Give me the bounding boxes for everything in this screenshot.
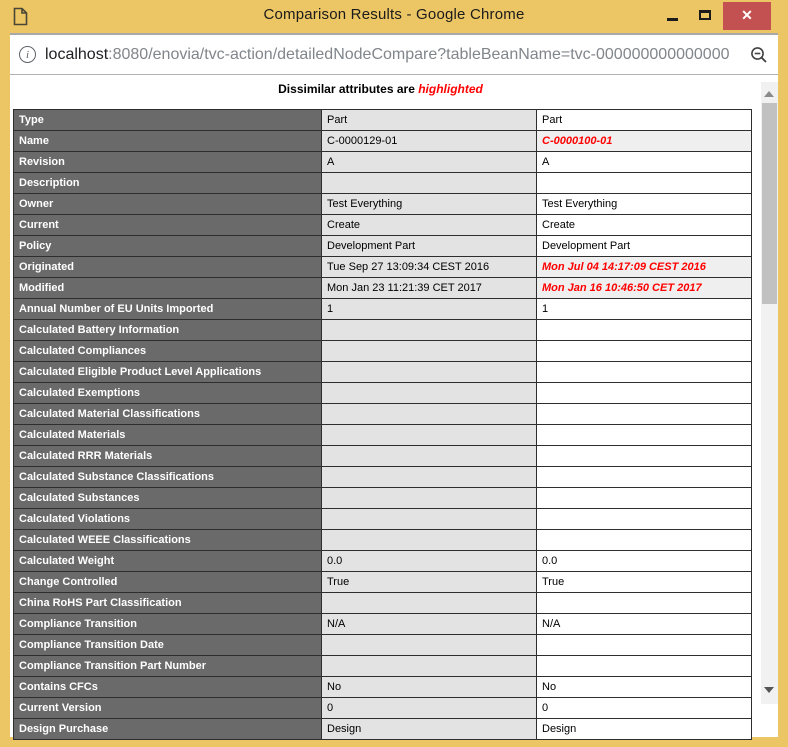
table-row [14, 215, 752, 236]
attribute-label: Calculated Materials [14, 425, 322, 446]
left-object-value [322, 530, 537, 551]
right-object-value-highlighted: C-0000100-01 [537, 131, 752, 152]
left-object-value [322, 404, 537, 425]
right-object-value [537, 635, 752, 656]
table-row [14, 278, 752, 299]
attribute-label: Revision [14, 152, 322, 173]
right-object-value: Create [537, 215, 752, 236]
right-object-value-highlighted: Mon Jul 04 14:17:09 CEST 2016 [537, 257, 752, 278]
left-object-value: Mon Jan 23 11:21:39 CET 2017 [322, 278, 537, 299]
table-row [14, 110, 752, 131]
left-object-value: N/A [322, 614, 537, 635]
attribute-label: Calculated WEEE Classifications [14, 530, 322, 551]
attribute-label: Calculated Violations [14, 509, 322, 530]
table-row [14, 509, 752, 530]
right-object-value: 1 [537, 299, 752, 320]
table-row [14, 635, 752, 656]
right-object-value [537, 509, 752, 530]
table-row [14, 425, 752, 446]
table-row [14, 131, 752, 152]
attribute-label: Calculated Substances [14, 488, 322, 509]
attribute-label: Calculated Compliances [14, 341, 322, 362]
left-object-value: 0 [322, 698, 537, 719]
table-row [14, 341, 752, 362]
right-object-value [537, 446, 752, 467]
table-row [14, 173, 752, 194]
right-object-value: No [537, 677, 752, 698]
maximize-icon [699, 10, 711, 20]
left-object-value: 0.0 [322, 551, 537, 572]
dissimilar-notice [10, 82, 751, 96]
compare-page [10, 82, 778, 735]
right-object-value [537, 425, 752, 446]
comparison-table-body [14, 110, 752, 740]
attribute-label: Name [14, 131, 322, 152]
left-object-value [322, 488, 537, 509]
left-object-value: A [322, 152, 537, 173]
url-host: localhost [45, 45, 109, 63]
left-object-value: C-0000129-01 [322, 131, 537, 152]
notice-highlighted: highlighted [418, 82, 483, 96]
zoom-out-icon[interactable] [750, 46, 768, 64]
attribute-label: China RoHS Part Classification [14, 593, 322, 614]
attribute-label: Contains CFCs [14, 677, 322, 698]
left-object-value [322, 383, 537, 404]
left-object-value: 1 [322, 299, 537, 320]
left-object-value [322, 173, 537, 194]
right-object-value: True [537, 572, 752, 593]
left-object-value [322, 656, 537, 677]
right-object-value: Development Part [537, 236, 752, 257]
close-icon: ✕ [741, 7, 753, 23]
scroll-up-icon[interactable] [764, 91, 774, 97]
right-object-value: A [537, 152, 752, 173]
left-object-value [322, 362, 537, 383]
attribute-label: Calculated Weight [14, 551, 322, 572]
left-object-value [322, 425, 537, 446]
left-object-value: Design [322, 719, 537, 740]
left-object-value [322, 509, 537, 530]
table-row [14, 593, 752, 614]
table-row [14, 362, 752, 383]
scroll-down-icon[interactable] [764, 687, 774, 693]
attribute-label: Originated [14, 257, 322, 278]
attribute-label: Calculated Battery Information [14, 320, 322, 341]
left-object-value [322, 341, 537, 362]
attribute-label: Calculated Exemptions [14, 383, 322, 404]
url-text[interactable] [45, 46, 744, 64]
attribute-label: Change Controlled [14, 572, 322, 593]
table-row [14, 404, 752, 425]
right-object-value [537, 404, 752, 425]
right-object-value [537, 593, 752, 614]
right-object-value [537, 341, 752, 362]
table-row [14, 614, 752, 635]
right-object-value [537, 656, 752, 677]
left-object-value: Part [322, 110, 537, 131]
info-icon[interactable]: i [19, 46, 36, 63]
attribute-label: Policy [14, 236, 322, 257]
table-row [14, 320, 752, 341]
left-object-value [322, 446, 537, 467]
minimize-icon [667, 18, 678, 21]
table-row [14, 572, 752, 593]
attribute-label: Current Version [14, 698, 322, 719]
left-object-value: Test Everything [322, 194, 537, 215]
attribute-label: Description [14, 173, 322, 194]
table-row [14, 656, 752, 677]
attribute-label: Calculated RRR Materials [14, 446, 322, 467]
attribute-label: Calculated Substance Classifications [14, 467, 322, 488]
left-object-value [322, 635, 537, 656]
right-object-value: Design [537, 719, 752, 740]
left-object-value: True [322, 572, 537, 593]
table-row [14, 488, 752, 509]
table-row [14, 551, 752, 572]
right-object-value: Test Everything [537, 194, 752, 215]
table-row [14, 152, 752, 173]
scrollbar-thumb[interactable] [762, 103, 777, 304]
url-path: :8080/enovia/tvc-action/detailedNodeCompare?tableBeanName=tvc-000000000000000 [108, 45, 730, 63]
left-object-value: Development Part [322, 236, 537, 257]
table-row [14, 677, 752, 698]
title-bar[interactable] [0, 0, 788, 33]
attribute-label: Calculated Material Classifications [14, 404, 322, 425]
minimize-button[interactable] [657, 1, 687, 29]
left-object-value: Create [322, 215, 537, 236]
maximize-button[interactable] [687, 1, 723, 29]
left-object-value [322, 320, 537, 341]
table-row [14, 236, 752, 257]
attribute-label: Modified [14, 278, 322, 299]
right-object-value: 0 [537, 698, 752, 719]
right-object-value-highlighted: Mon Jan 16 10:46:50 CET 2017 [537, 278, 752, 299]
table-row [14, 530, 752, 551]
browser-content [10, 33, 778, 737]
left-object-value [322, 467, 537, 488]
table-row [14, 446, 752, 467]
right-object-value: 0.0 [537, 551, 752, 572]
right-object-value [537, 530, 752, 551]
window-title: Comparison Results - Google Chrome [263, 6, 525, 23]
attribute-label: Compliance Transition Part Number [14, 656, 322, 677]
left-object-value: No [322, 677, 537, 698]
table-row [14, 383, 752, 404]
comparison-table [13, 109, 752, 740]
table-row [14, 719, 752, 740]
attribute-label: Compliance Transition Date [14, 635, 322, 656]
attribute-label: Design Purchase [14, 719, 322, 740]
attribute-label: Calculated Eligible Product Level Applications [14, 362, 322, 383]
table-row [14, 467, 752, 488]
attribute-label: Annual Number of EU Units Imported [14, 299, 322, 320]
right-object-value [537, 383, 752, 404]
right-object-value [537, 173, 752, 194]
left-object-value: Tue Sep 27 13:09:34 CEST 2016 [322, 257, 537, 278]
notice-text: Dissimilar attributes are [278, 82, 419, 96]
table-row [14, 194, 752, 215]
table-row [14, 257, 752, 278]
attribute-label: Compliance Transition [14, 614, 322, 635]
vertical-scrollbar[interactable] [761, 82, 778, 704]
attribute-label: Owner [14, 194, 322, 215]
attribute-label: Type [14, 110, 322, 131]
address-bar[interactable] [10, 35, 778, 75]
left-object-value [322, 593, 537, 614]
right-object-value [537, 320, 752, 341]
right-object-value [537, 362, 752, 383]
table-row [14, 299, 752, 320]
right-object-value [537, 488, 752, 509]
table-row [14, 698, 752, 719]
right-object-value: N/A [537, 614, 752, 635]
close-button[interactable] [723, 2, 771, 30]
right-object-value: Part [537, 110, 752, 131]
attribute-label: Current [14, 215, 322, 236]
right-object-value [537, 467, 752, 488]
